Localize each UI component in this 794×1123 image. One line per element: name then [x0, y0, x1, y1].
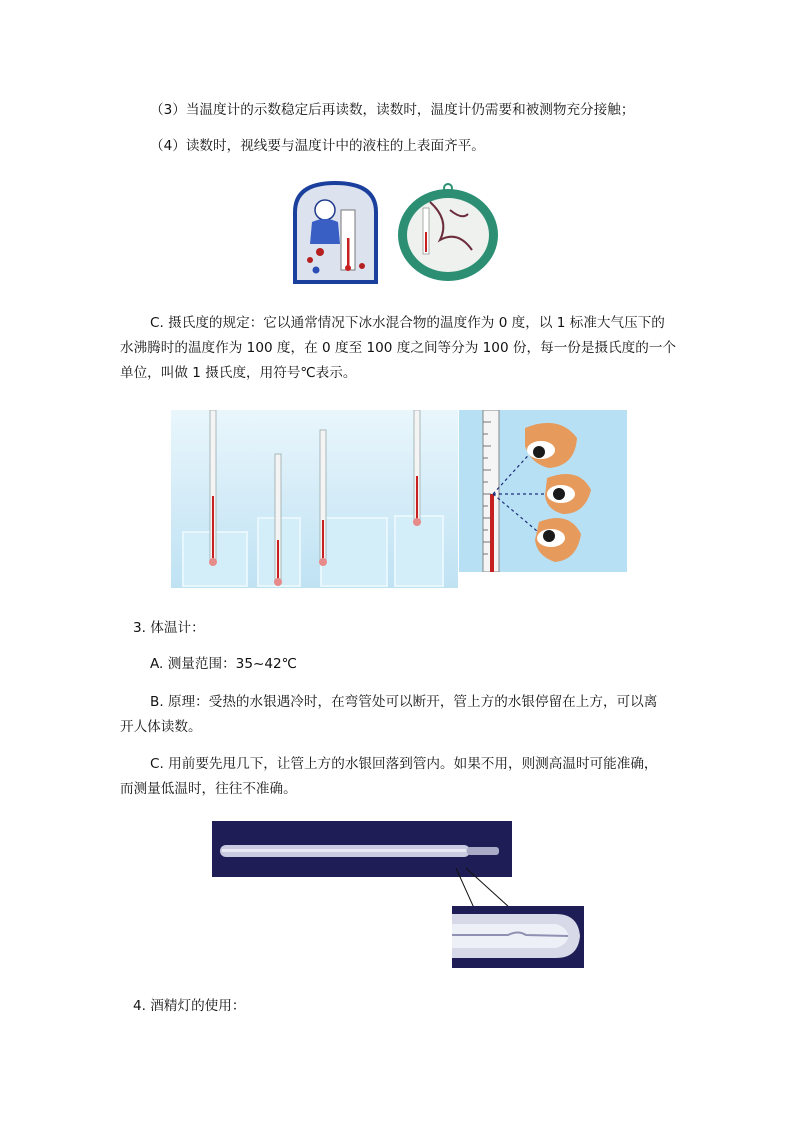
- zoom-callout-lines: [452, 866, 516, 910]
- thermometer-2: [274, 454, 282, 586]
- para-principle-line-1: B. 原理：受热的水银遇冷时，在弯管处可以断开，管上方的水银停留在上方，可以离: [150, 694, 658, 710]
- beaker-4: [395, 516, 443, 586]
- para-celsius-line-2: 水沸腾时的温度作为 100 度，在 0 度至 100 度之间等分为 100 份，每一份是摄氏度的一个: [120, 340, 677, 356]
- para-usage-line-1: C. 用前要先甩几下，让管上方的水银回落到管内。如果不用，则测高温时可能准确，: [150, 756, 658, 772]
- para-celsius-line-3: 单位，叫做 1 摄氏度，用符号℃表示。: [120, 365, 357, 381]
- para-reading-contact: （3）当温度计的示数稳定后再读数，读数时，温度计仍需要和被测物充分接触；: [150, 102, 635, 118]
- para-principle-line-2: 开人体读数。: [120, 719, 202, 735]
- beaker-3: [321, 518, 387, 586]
- heading-alcohol-lamp: 4. 酒精灯的使用：: [133, 998, 246, 1014]
- round-thermometer-image: [398, 184, 498, 281]
- para-usage-line-2: 而测量低温时，往往不准确。: [120, 781, 297, 797]
- card-thermometer-image: [295, 183, 376, 282]
- eye-level-figure: [459, 410, 627, 572]
- room-thermometers-figure: [290, 180, 502, 286]
- thermometer-constriction-closeup: [452, 906, 584, 968]
- beaker-thermometers-figure: [171, 410, 458, 588]
- scale-thermometer: [483, 410, 499, 572]
- para-measure-range: A. 测量范围：35~42℃: [150, 656, 297, 672]
- para-reading-eye-level: （4）读数时，视线要与温度计中的液柱的上表面齐平。: [150, 138, 485, 154]
- thermometer-1: [209, 410, 217, 566]
- thermometer-4: [413, 410, 421, 526]
- thermometer-3: [319, 430, 327, 566]
- para-celsius-line-1: C. 摄氏度的规定：它以通常情况下冰水混合物的温度作为 0 度，以 1 标准大气压下的: [150, 315, 665, 331]
- heading-clinical-thermometer: 3. 体温计：: [133, 620, 205, 636]
